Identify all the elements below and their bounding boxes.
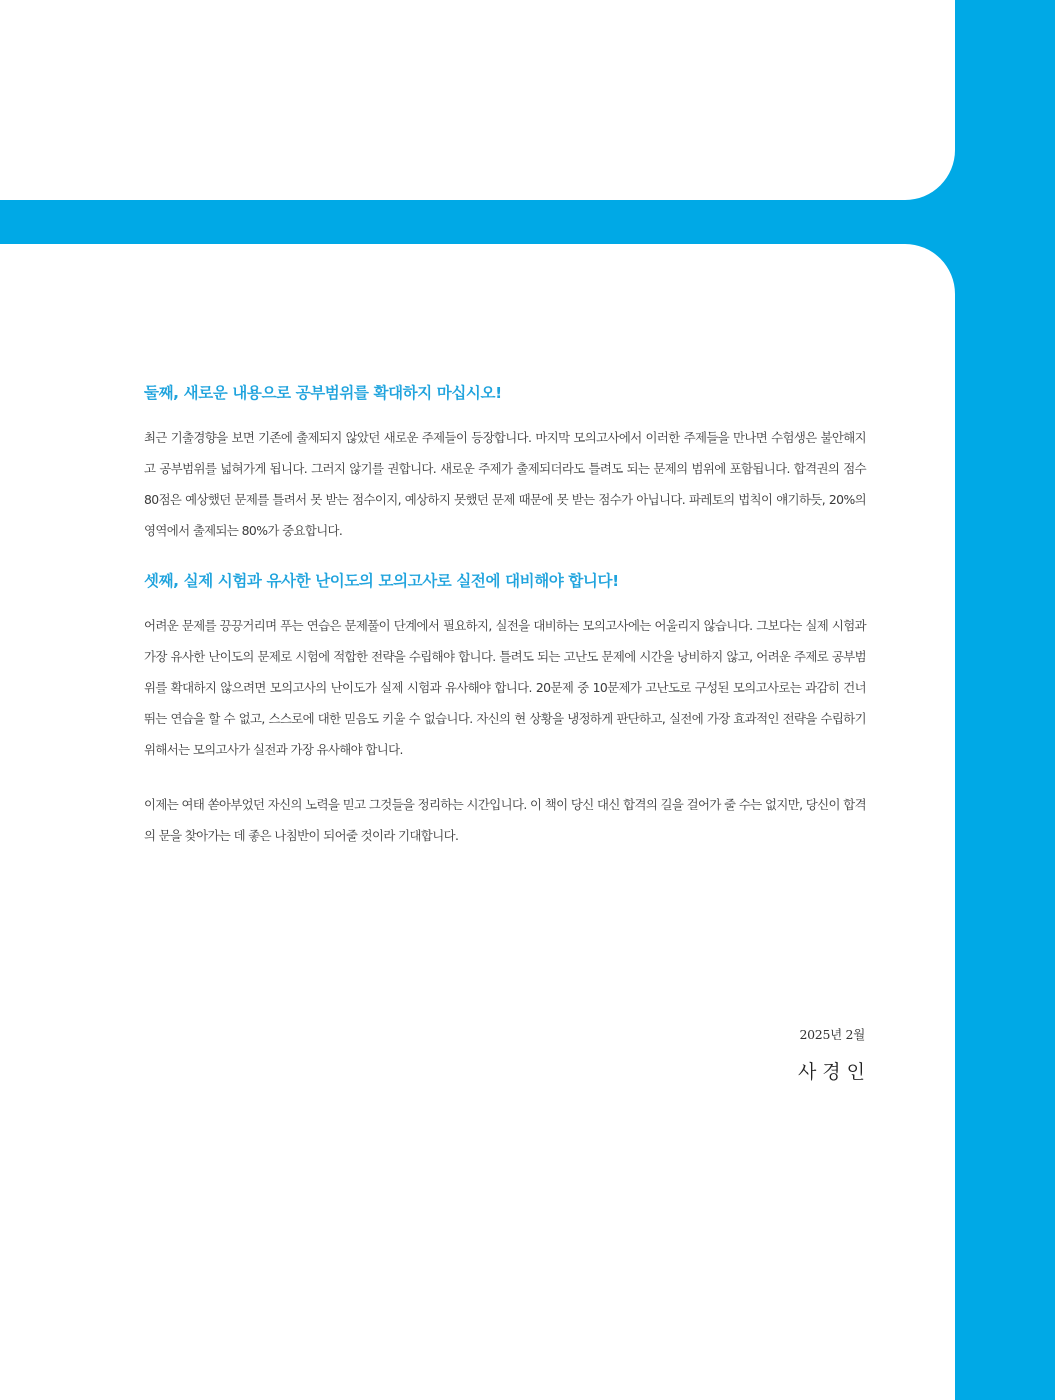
section-paragraph: 어려운 문제를 끙끙거리며 푸는 연습은 문제풀이 단계에서 필요하지, 실전을 대비하는 모의고사에는 어울리지 않습니다. 그보다는 실제 시험과 가장 유사한 난이도의 문제로 시험에 적합한 전략을 수립해야 합니다. 틀려도 되는 고난도 문제에 시간을 낭비하지 않고, 어려운 주제로 공부범위를 확대하지 않으려면 모의고사의 난이도가 실제 시험과 유사해야 합니다. 20문제 중 10문제가 고난도로 구성된 모의고사로는 과감히 건너뛰는 연습을 할 수 없고, 스스로에 대한 믿음도 키울 수 없습니다. 자신의 현 상황을 냉정하게 판단하고, 실전에 가장 효과적인 전략을 수립하기 위해서는 모의고사가 실전과 가장 유사해야 합니다.	[144, 618, 866, 757]
preface-body	[144, 380, 866, 851]
signature-author: 사경인	[797, 1061, 871, 1083]
section-heading: 셋째, 실제 시험과 유사한 난이도의 모의고사로 실전에 대비해야 합니다!	[144, 572, 619, 590]
section-spacer	[144, 546, 866, 568]
section-heading: 둘째, 새로운 내용으로 공부범위를 확대하지 마십시오!	[144, 384, 502, 402]
closing-paragraph: 이제는 여태 쏟아부었던 자신의 노력을 믿고 그것들을 정리하는 시간입니다. 이 책이 당신 대신 합격의 길을 걸어가 줄 수는 없지만, 당신이 합격의 문을 찾아가는 데 좋은 나침반이 되어줄 것이라 기대합니다.	[144, 797, 866, 843]
section-paragraph: 최근 기출경향을 보면 기존에 출제되지 않았던 새로운 주제들이 등장합니다. 마지막 모의고사에서 이러한 주제들을 만나면 수험생은 불안해지고 공부범위를 넓혀가게 됩니다. 그러지 않기를 권합니다. 새로운 주제가 출제되더라도 틀려도 되는 문제의 범위에 포함됩니다. 합격권의 점수 80점은 예상했던 문제를 틀려서 못 받는 점수이지, 예상하지 못했던 문제 때문에 못 받는 점수가 아닙니다. 파레토의 법칙이 얘기하듯, 20%의 영역에서 출제되는 80%가 중요합니다.	[144, 430, 866, 538]
section-second	[144, 380, 866, 546]
signature-block	[797, 1025, 871, 1084]
closing-spacer	[144, 765, 866, 789]
top-panel	[0, 0, 955, 200]
signature-date: 2025년 2월	[799, 1027, 865, 1042]
section-third	[144, 568, 866, 765]
